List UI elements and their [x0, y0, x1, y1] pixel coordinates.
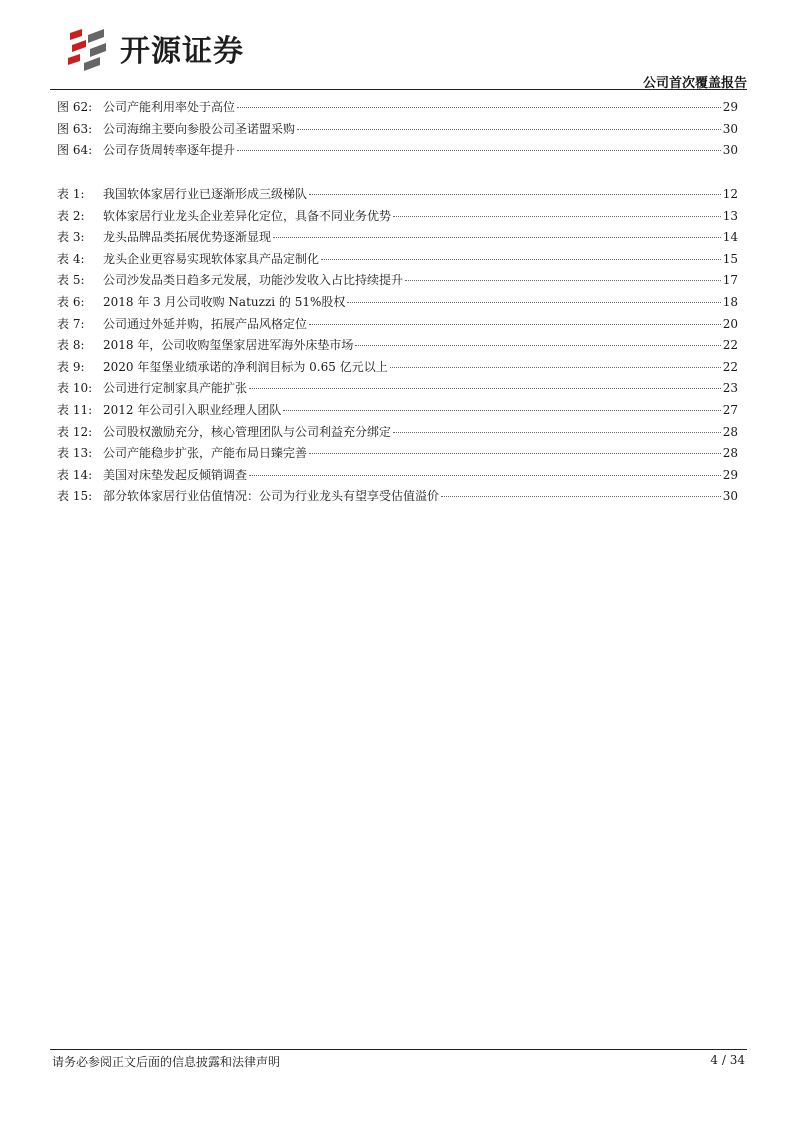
toc-entry-title: 2018 年 3 月公司收购 Natuzzi 的 51%股权	[103, 294, 346, 309]
toc-entry-prefix: 表 4:	[57, 251, 85, 266]
toc-leader-dots	[249, 475, 721, 476]
toc-entry[interactable]	[57, 270, 738, 292]
toc-entry-prefix: 图 64:	[57, 143, 93, 158]
toc-entry-prefix: 表 7:	[57, 316, 85, 331]
toc-leader-dots	[309, 194, 721, 195]
toc-leader-dots	[309, 324, 721, 325]
toc-entry-page: 14	[722, 230, 738, 245]
toc-entry-title: 2020 年玺堡业绩承诺的净利润目标为 0.65 亿元以上	[103, 359, 388, 374]
toc-entry[interactable]	[57, 486, 738, 508]
table-list	[57, 184, 738, 508]
toc-entry-prefix: 表 12:	[57, 424, 93, 439]
toc-entry-prefix: 表 8:	[57, 338, 85, 353]
header-divider	[50, 89, 747, 90]
toc-entry-page: 30	[722, 489, 738, 504]
toc-leader-dots	[249, 388, 721, 389]
toc-entry[interactable]	[57, 465, 738, 487]
toc-entry-title: 我国软体家居行业已逐渐形成三级梯队	[103, 187, 308, 201]
toc-entry-prefix: 图 63:	[57, 121, 93, 136]
toc-entry-page: 28	[722, 446, 738, 461]
toc-entry[interactable]	[57, 206, 738, 228]
toc-entry-page: 27	[722, 402, 738, 417]
toc-leader-dots	[347, 302, 720, 303]
toc-entry-title: 公司沙发品类日趋多元发展，功能沙发收入占比持续提升	[103, 273, 404, 288]
toc-entry-title: 公司存货周转率逐年提升	[103, 143, 236, 158]
toc-entry-page: 29	[722, 100, 738, 114]
toc-entry-title: 公司进行定制家具产能扩张	[103, 381, 248, 396]
toc-entry-prefix: 表 10:	[57, 381, 93, 396]
footer-disclaimer: 请务必参阅正文后面的信息披露和法律声明	[52, 1055, 281, 1069]
toc-entry[interactable]	[57, 378, 738, 400]
toc-entry-page: 13	[722, 208, 738, 223]
toc-entry-title: 2018 年，公司收购玺堡家居进军海外床垫市场	[103, 338, 354, 353]
toc-entry-prefix: 表 13:	[57, 446, 93, 461]
toc-entry-page: 22	[722, 359, 738, 374]
toc-entry-title: 公司股权激励充分，核心管理团队与公司利益充分绑定	[103, 424, 392, 439]
toc-entry[interactable]	[57, 119, 738, 141]
toc-leader-dots	[309, 453, 721, 454]
footer-divider	[50, 1049, 747, 1050]
report-type: 公司首次覆盖报告	[642, 76, 747, 91]
toc-leader-dots	[237, 107, 721, 108]
toc-entry[interactable]	[57, 314, 738, 336]
toc-entry-page: 23	[722, 381, 738, 396]
toc-entry[interactable]	[57, 140, 738, 162]
toc-entry-prefix: 表 11:	[57, 402, 93, 417]
toc-entry-title: 公司产能稳步扩张，产能布局日臻完善	[103, 446, 308, 461]
toc-entry-page: 30	[722, 121, 738, 136]
toc-entry[interactable]	[57, 97, 738, 119]
figure-list	[57, 97, 738, 162]
toc-leader-dots	[393, 432, 721, 433]
toc-entry-prefix: 表 14:	[57, 467, 93, 482]
toc-entry-page: 29	[722, 467, 738, 482]
toc-entry[interactable]	[57, 422, 738, 444]
toc-entry[interactable]	[57, 400, 738, 422]
toc-entry-page: 15	[722, 251, 738, 266]
company-logo-icon	[64, 25, 110, 71]
toc-entry-prefix: 表 1:	[57, 187, 85, 201]
toc-entry-prefix: 表 15:	[57, 489, 93, 504]
toc-entry-title: 部分软体家居行业估值情况：公司为行业龙头有望享受估值溢价	[103, 489, 440, 504]
toc-leader-dots	[355, 345, 720, 346]
toc-entry-page: 22	[722, 338, 738, 353]
toc-entry-prefix: 表 5:	[57, 273, 85, 288]
toc-entry-prefix: 图 62:	[57, 100, 93, 114]
toc-entry-title: 公司产能利用率处于高位	[103, 100, 236, 114]
toc-leader-dots	[441, 496, 721, 497]
toc-entry-title: 软体家居行业龙头企业差异化定位，具备不同业务优势	[103, 208, 392, 223]
toc-entry-prefix: 表 3:	[57, 230, 85, 245]
toc-entry-page: 30	[722, 143, 738, 158]
toc-entry[interactable]	[57, 357, 738, 379]
page-number: 4 / 34	[710, 1053, 745, 1067]
toc-leader-dots	[273, 237, 721, 238]
toc-entry[interactable]	[57, 249, 738, 271]
toc-leader-dots	[297, 129, 721, 130]
toc-entry-title: 龙头企业更容易实现软体家具产品定制化	[103, 251, 320, 266]
toc-entry-page: 18	[722, 294, 738, 309]
toc-entry-title: 美国对床垫发起反倾销调查	[103, 467, 248, 482]
toc-leader-dots	[393, 216, 721, 217]
toc-entry-title: 2012 年公司引入职业经理人团队	[103, 402, 282, 417]
toc-leader-dots	[321, 259, 721, 260]
toc-entry-page: 20	[722, 316, 738, 331]
toc-entry[interactable]	[57, 443, 738, 465]
toc-leader-dots	[405, 280, 721, 281]
toc-entry-page: 28	[722, 424, 738, 439]
toc-entry-title: 公司海绵主要向参股公司圣诺盟采购	[103, 121, 296, 136]
toc-entry-prefix: 表 2:	[57, 208, 85, 223]
toc-entry-page: 17	[722, 273, 738, 288]
toc-entry-page: 12	[722, 187, 738, 201]
toc-entry[interactable]	[57, 227, 738, 249]
toc-entry[interactable]	[57, 335, 738, 357]
toc-entry-prefix: 表 9:	[57, 359, 85, 374]
toc-entry[interactable]	[57, 292, 738, 314]
toc-leader-dots	[283, 410, 720, 411]
toc-leader-dots	[390, 367, 721, 368]
toc-entry[interactable]	[57, 184, 738, 206]
company-logo	[64, 24, 244, 72]
toc-entry-prefix: 表 6:	[57, 294, 85, 309]
toc-entry-title: 公司通过外延并购，拓展产品风格定位	[103, 316, 308, 331]
toc-leader-dots	[237, 150, 721, 151]
company-name: 开源证券	[120, 34, 244, 69]
toc-entry-title: 龙头品牌品类拓展优势逐渐显现	[103, 230, 272, 245]
